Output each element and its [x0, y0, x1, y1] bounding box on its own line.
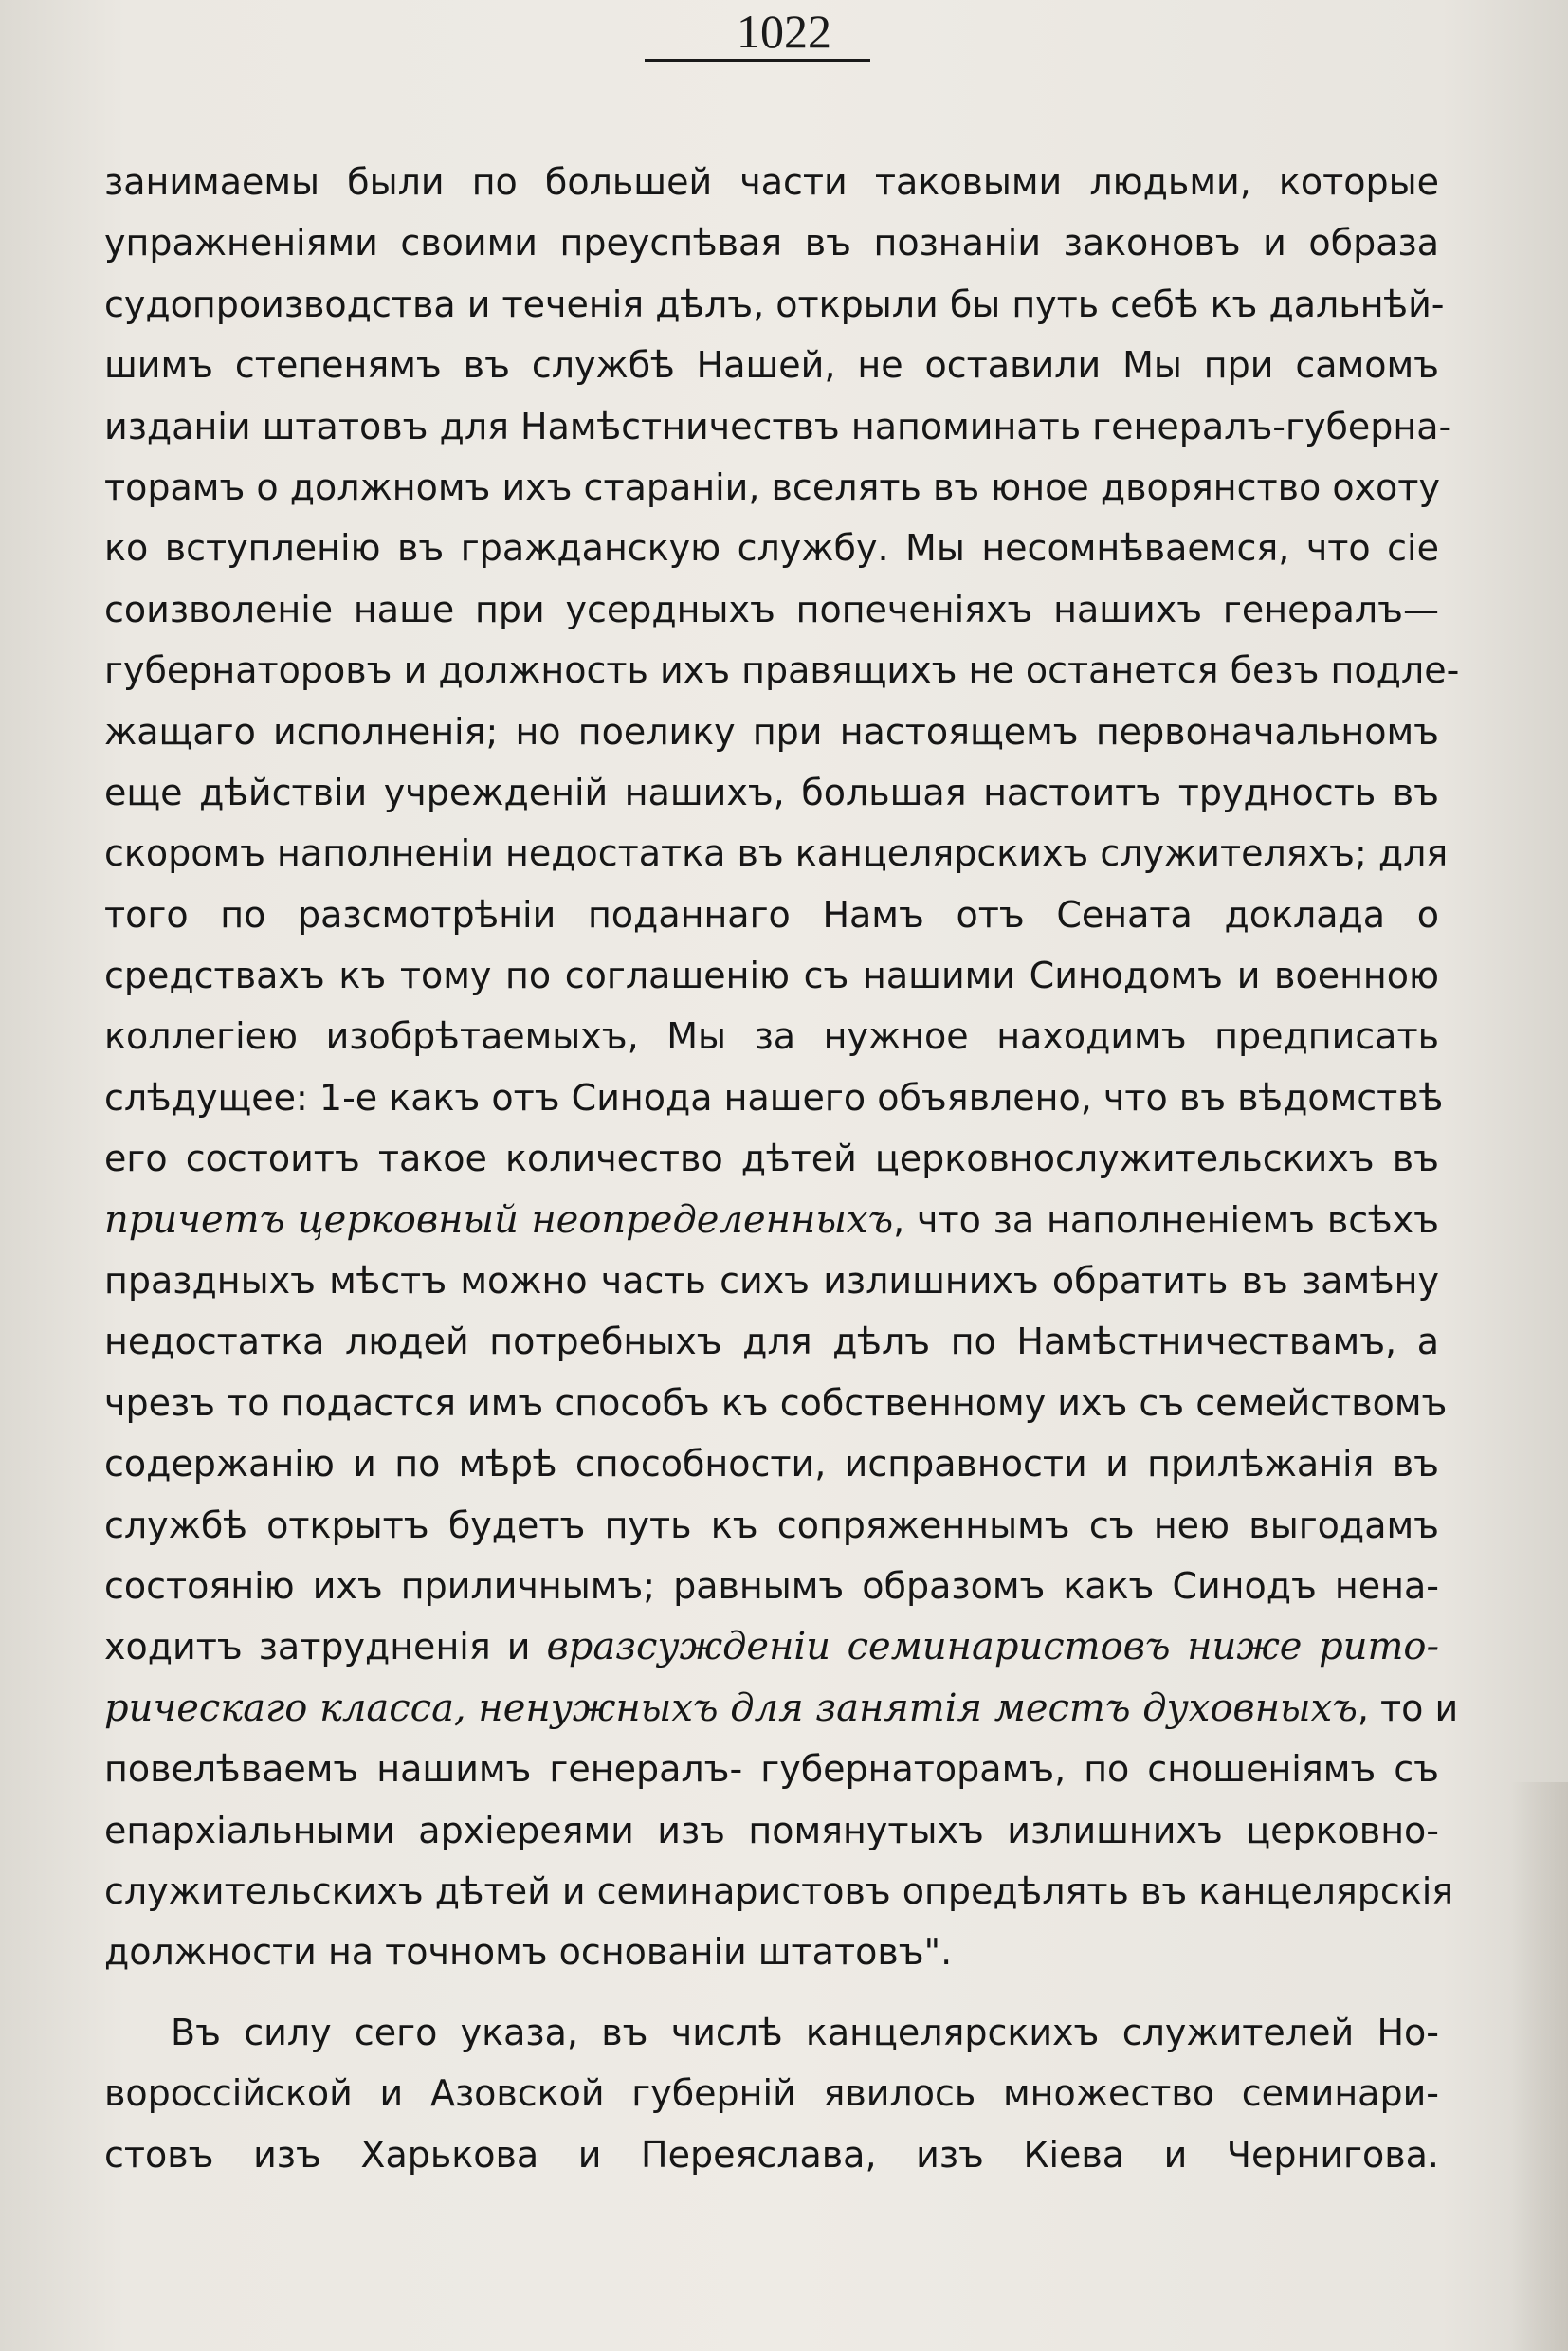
- italic-phrase: причетъ церковный неопределенныхъ: [104, 1197, 894, 1242]
- text-line: торамъ о должномъ ихъ старанiи, вселять въ юное дворянство охоту: [104, 465, 1440, 508]
- text-line: шимъ степенямъ въ службѣ Нашей, не оставили Мы при самомъ: [104, 344, 1439, 387]
- text-line: коллегiею изобрѣтаемыхъ, Мы за нужное находимъ предписать: [104, 1015, 1439, 1058]
- page-number: 1022: [737, 5, 831, 58]
- page-edge-shadow: [1511, 1782, 1568, 2351]
- text-line: состоянiю ихъ приличнымъ; равнымъ образомъ какъ Синодъ нена-: [104, 1564, 1439, 1607]
- text-line: службѣ открытъ будетъ путь къ сопряженнымъ съ нею выгодамъ: [104, 1504, 1439, 1546]
- text-line: средствахъ къ тому по соглашенiю съ нашими Синодомъ и военною: [104, 955, 1439, 997]
- text-line: слѣдущее: 1-е какъ отъ Синода нашего объявлено, что въ вѣдомствѣ: [104, 1076, 1444, 1119]
- text-line: служительскихъ дѣтей и семинаристовъ опредѣлять въ канцелярскiя: [104, 1869, 1454, 1912]
- text-line: соизволенiе наше при усердныхъ попеченiяхъ нашихъ генералъ—: [104, 588, 1439, 630]
- text-line: причетъ церковный неопределенныхъ, что за наполненiемъ всѣхъ: [104, 1197, 1439, 1242]
- text-line: того по разсмотрѣнiи поданнаго Намъ отъ Сената доклада о: [104, 893, 1439, 936]
- text-line: изданiи штатовъ для Намѣстничествъ напоминать генералъ-губерна-: [104, 405, 1452, 447]
- text-line: его состоитъ такое количество дѣтей церковнослужительскихъ въ: [104, 1138, 1439, 1180]
- text-line: ходитъ затрудненiя и вразсужденiи семинаристовъ ниже рито-: [104, 1625, 1439, 1669]
- text-line: епархiальными архiереями изъ помянутыхъ излишнихъ церковно-: [104, 1809, 1439, 1851]
- body-text: [104, 152, 1460, 2185]
- italic-phrase: вразсужденiи семинаристовъ ниже рито-: [546, 1625, 1439, 1669]
- text-line: праздныхъ мѣстъ можно часть сихъ излишнихъ обратить въ замѣну: [104, 1260, 1439, 1303]
- text-line: недостатка людей потребныхъ для дѣлъ по Намѣстничествамъ, а: [104, 1321, 1439, 1363]
- text-line: губернаторовъ и должность ихъ правящихъ не останется безъ подле-: [104, 649, 1460, 692]
- text-line: ко вступленiю въ гражданскую службу. Мы несомнѣваемся, что сiе: [104, 527, 1439, 570]
- italic-phrase: рическаго класса, ненужныхъ для занятiя местъ духовныхъ: [104, 1686, 1358, 1730]
- text-line: стовъ изъ Харькова и Переяслава, изъ Кiева и Чернигова.: [104, 2133, 1439, 2176]
- text-line: чрезъ то подастся имъ способъ къ собственному ихъ съ семействомъ: [104, 1381, 1448, 1424]
- text-line: рическаго класса, ненужныхъ для занятiя местъ духовныхъ, то и: [104, 1686, 1459, 1730]
- text-line: вороссiйской и Азовской губернiй явилось множество семинари-: [104, 2072, 1439, 2115]
- text-line: содержанiю и по мѣрѣ способности, исправности и прилѣжанiя въ: [104, 1443, 1439, 1485]
- text-line: должности на точномъ основанiи штатовъ".: [104, 1931, 953, 1974]
- text-line: занимаемы были по большей части таковыми людьми, которые: [104, 161, 1439, 203]
- page-number-rule: [645, 59, 870, 62]
- text-line: еще дѣйствiи учрежденiй нашихъ, большая настоитъ трудность въ: [104, 771, 1439, 813]
- text-line: повелѣваемъ нашимъ генералъ- губернаторамъ, по сношенiямъ съ: [104, 1748, 1439, 1791]
- text-line: скоромъ наполненiи недостатка въ канцелярскихъ служителяхъ; для: [104, 832, 1449, 875]
- text-line: Въ силу сего указа, въ числѣ канцелярскихъ служителей Но-: [171, 2011, 1439, 2053]
- text-line: судопроизводства и теченiя дѣлъ, открыли бы путь себѣ къ дальнѣй-: [104, 282, 1445, 325]
- text-line: жащаго исполненiя; но поелику при настоящемъ первоначальномъ: [104, 710, 1439, 753]
- text-line: упражненiями своими преуспѣвая въ познанiи законовъ и образа: [104, 222, 1439, 264]
